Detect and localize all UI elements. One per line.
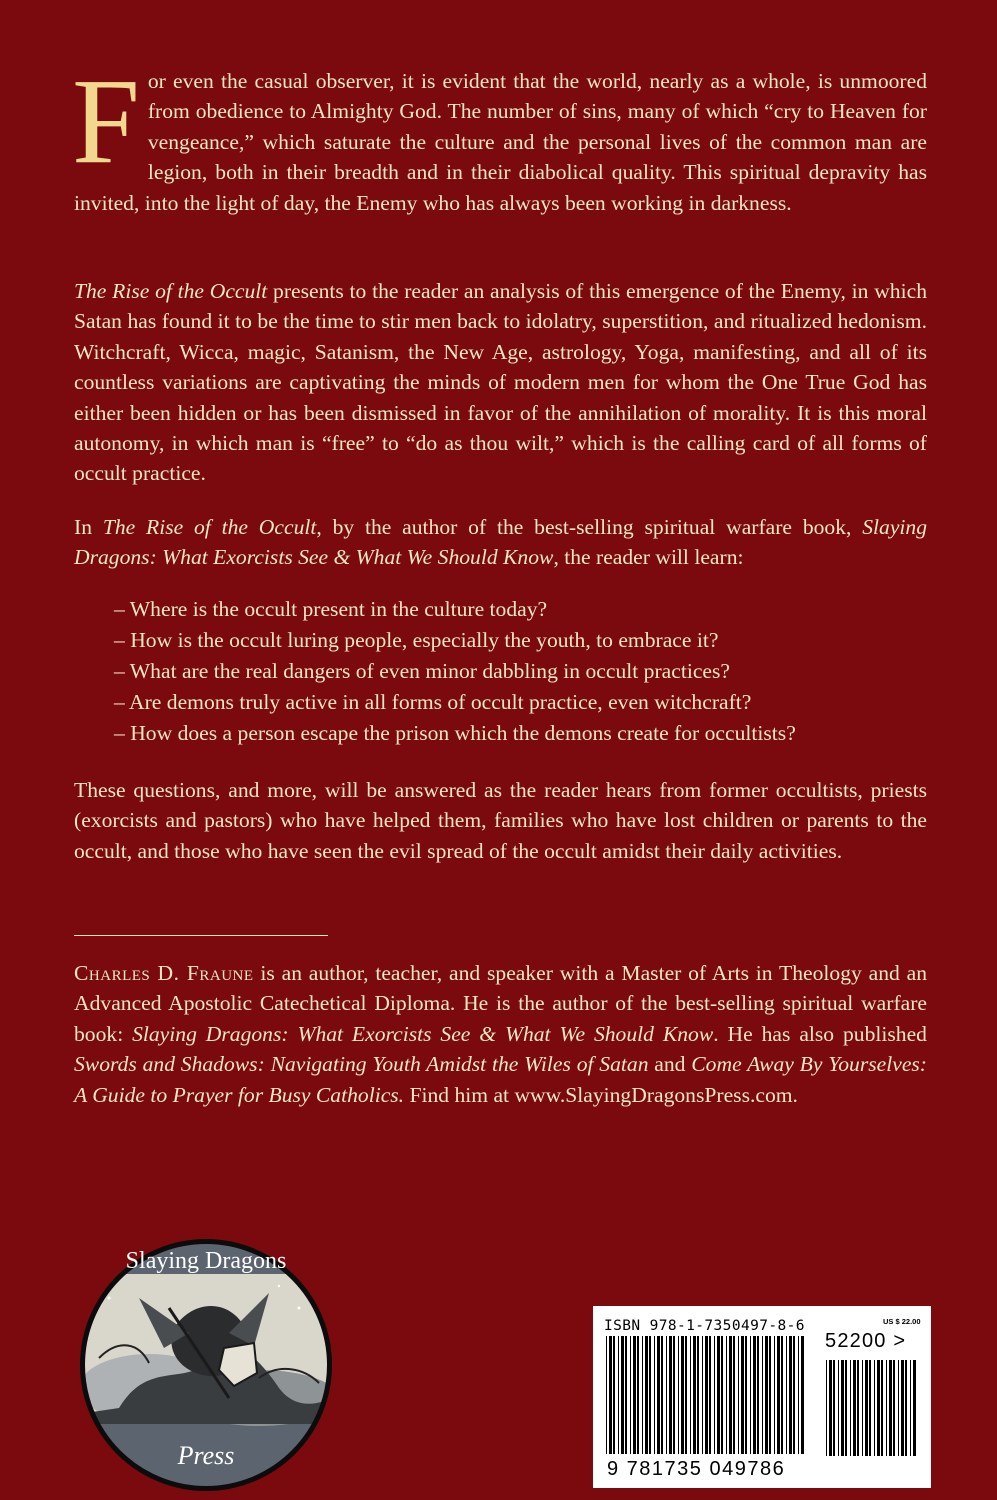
list-item: – Where is the occult present in the culture today?: [114, 597, 548, 621]
barcode-bar: [889, 1360, 892, 1456]
barcode-bar: [693, 1336, 696, 1454]
barcode-bar: [901, 1360, 904, 1456]
barcode-bar: [741, 1336, 744, 1454]
learn-paragraph: [74, 512, 927, 573]
bio-text: Find him at www.SlayingDragonsPress.com.: [404, 1082, 798, 1107]
bio-book-title: Come Away By Yourselves: A Guide to Prayer for Busy Catholics.: [74, 1052, 927, 1107]
barcode-bar: [685, 1336, 687, 1454]
price-label: US $ 22.00: [883, 1317, 921, 1326]
barcode-bar: [654, 1336, 655, 1454]
barcode-bar: [637, 1336, 639, 1454]
list-item: – How is the occult luring people, especially the youth, to embrace it?: [114, 628, 719, 652]
barcode-bar: [877, 1360, 880, 1456]
barcode-bar: [750, 1336, 751, 1454]
barcode-bar: [673, 1336, 675, 1454]
barcode-bar: [666, 1336, 667, 1454]
barcode-bar: [769, 1336, 771, 1454]
barcode-bar: [857, 1360, 859, 1456]
barcode-bar: [618, 1336, 619, 1454]
barcode-bar: [657, 1336, 660, 1454]
author-bio: [74, 958, 927, 1110]
barcode-bar: [721, 1336, 723, 1454]
barcode-bar: [678, 1336, 679, 1454]
barcode-bar: [690, 1336, 691, 1454]
book-title: The Rise of the Occult: [74, 279, 268, 303]
barcode-bar: [645, 1336, 648, 1454]
barcode-bar: [838, 1360, 839, 1456]
barcode-bar: [633, 1336, 636, 1454]
barcode-bar: [630, 1336, 631, 1454]
barcode-bar: [649, 1336, 651, 1454]
barcode-bar: [898, 1360, 899, 1456]
barcode-bar: [886, 1360, 887, 1456]
description-paragraph: [74, 276, 927, 489]
barcode-bar: [717, 1336, 720, 1454]
previous-book-title: Slaying Dragons: What Exorcists See & What We Should Know: [74, 515, 928, 570]
barcode-bar: [841, 1360, 844, 1456]
barcode-bar: [826, 1360, 827, 1456]
learn-mid: , by the author of the best-selling spiritual warfare book,: [316, 515, 863, 539]
barcode-bar: [753, 1336, 756, 1454]
barcode-digits: 9 781735 049786: [607, 1458, 786, 1480]
barcode-bar: [869, 1360, 871, 1456]
intro-text: or even the casual observer, it is evident that the world, nearly as a whole, is unmoored from obedience to Almighty God. The number of sins, many of which “cry to Heaven for vengeance,” which saturate the culture and the personal lives of the common man are legion, both in their breadth and in their diabolical quality. This spiritual depravity has invited, into the light of day, the Enemy who has always been working in darkness.: [74, 69, 927, 215]
barcode-bar: [798, 1336, 799, 1454]
barcode-bar: [862, 1360, 863, 1456]
drop-cap: F: [72, 54, 140, 189]
barcode-bar: [709, 1336, 711, 1454]
barcode-bar: [613, 1336, 615, 1454]
supplement-digits: 52200: [825, 1330, 887, 1352]
author-name: Charles D. Fraune: [74, 961, 254, 985]
barcode-bar: [874, 1360, 875, 1456]
barcode-bar: [905, 1360, 907, 1456]
barcode-bar: [726, 1336, 727, 1454]
publisher-name-bottom: Press: [177, 1441, 235, 1470]
barcode-bar: [777, 1336, 780, 1454]
barcode-bar: [661, 1336, 663, 1454]
learn-lead: In: [74, 515, 103, 539]
barcode-bar: [729, 1336, 732, 1454]
barcode-bar: [801, 1336, 804, 1454]
bio-book-title: Swords and Shadows: Navigating Youth Amidst the Wiles of Satan: [74, 1052, 649, 1077]
bio-text: and: [648, 1052, 692, 1077]
list-item: – Are demons truly active in all forms of occult practice, even witchcraft?: [114, 690, 752, 714]
barcode-bars: [604, 1336, 920, 1460]
publisher-logo: [79, 1238, 333, 1492]
barcode-bar: [609, 1336, 612, 1454]
barcode-bar: [733, 1336, 735, 1454]
barcode-bar: [625, 1336, 627, 1454]
barcode-bar: [702, 1336, 703, 1454]
barcode-bar: [853, 1360, 856, 1456]
bio-text: . He has also published: [713, 1021, 927, 1046]
barcode-bar: [606, 1336, 607, 1454]
barcode-bar: [681, 1336, 684, 1454]
barcode-bar: [793, 1336, 795, 1454]
closing-paragraph: These questions, and more, will be answered as the reader hears from former occultists, priests (exorcists and pastors) who have helped them, families who have lost children or parents to the occult, and those who have seen the evil spread of the occult amidst their daily activities.: [74, 778, 927, 863]
book-title: The Rise of the Occult: [102, 515, 317, 539]
list-item: – What are the real dangers of even minor dabbling in occult practices?: [114, 659, 730, 683]
barcode-bar: [642, 1336, 643, 1454]
barcode-bar: [850, 1360, 851, 1456]
bio-book-title: Slaying Dragons: What Exorcists See & What We Should Know: [132, 1021, 714, 1046]
barcode-bar: [893, 1360, 895, 1456]
barcode-bar: [833, 1360, 835, 1456]
question-list: [114, 594, 927, 749]
publisher-name-top: Slaying Dragons: [125, 1248, 287, 1274]
barcode-bar: [757, 1336, 759, 1454]
barcode-bar: [781, 1336, 783, 1454]
barcode-bar: [913, 1360, 916, 1456]
barcode-bar: [865, 1360, 868, 1456]
learn-tail: , the reader will learn:: [553, 545, 744, 570]
barcode-bar: [910, 1360, 911, 1456]
isbn-label: ISBN 978-1-7350497-8-6: [604, 1318, 805, 1334]
intro-paragraph: [72, 54, 927, 218]
barcode-bar: [845, 1360, 847, 1456]
supplement-number: 52200 >: [825, 1330, 907, 1352]
barcode-bar: [765, 1336, 768, 1454]
barcode-bar: [669, 1336, 672, 1454]
barcode-bar: [714, 1336, 715, 1454]
barcode-bar: [774, 1336, 775, 1454]
barcode-bar: [621, 1336, 624, 1454]
barcode-bar: [745, 1336, 747, 1454]
bio-text: is an author, teacher, and speaker with a Master of Arts in Theology and an Advanced Apostolic Catechetical Diploma. He is the author of the best-selling spiritual warfare book:: [74, 961, 927, 1046]
barcode-bar: [789, 1336, 792, 1454]
description-text: presents to the reader an analysis of this emergence of the Enemy, in which Satan has found it to be the time to stir men back to idolatry, superstition, and ritualized hedonism. Witchcraft, Wicca, magic, Satanism, the New Age, astrology, Yoga, manifesting, and all of its countless variations are captivating the minds of modern men for whom the One True God has either been hidden or has been dismissed in favor of the annihilation of morality. It is this moral autonomy, in which man is “free” to “do as thou wilt,” which is the calling card of all forms of occult practice.: [74, 279, 927, 486]
barcode-bar: [738, 1336, 739, 1454]
barcode-bar: [762, 1336, 763, 1454]
barcode-bar: [881, 1360, 883, 1456]
barcode-block: [593, 1306, 931, 1488]
barcode-bar: [697, 1336, 699, 1454]
barcode-bar: [829, 1360, 832, 1456]
divider: [74, 935, 328, 936]
barcode-bar: [786, 1336, 787, 1454]
barcode-bar: [705, 1336, 708, 1454]
list-item: – How does a person escape the prison which the demons create for occultists?: [114, 721, 796, 745]
